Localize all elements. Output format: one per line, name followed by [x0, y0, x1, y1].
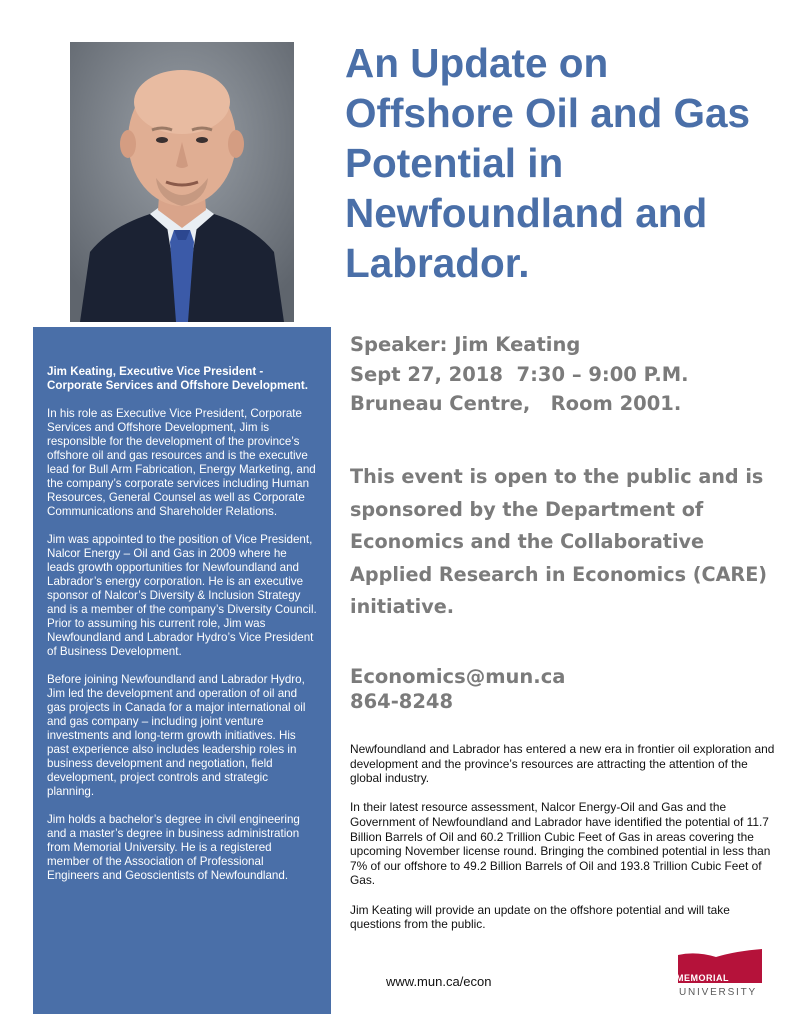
open-statement: This event is open to the public and is sponsored by the Department of Economics and the Collaborative Applied Research in Economics (CARE) initiative.	[350, 465, 768, 618]
event-title: An Update on Offshore Oil and Gas Potential in Newfoundland and Labrador.	[345, 40, 751, 286]
contact-phone: 864-8248	[350, 690, 454, 713]
description-paragraph: Jim Keating will provide an update on the offshore potential and will take questions from the public.	[350, 902, 730, 932]
bio-paragraph: In his role as Executive Vice President, Corporate Services and Offshore Development, Jim is responsible for the development of the province’s offshore oil and gas resources and is the executive lead for Bull Arm Fabrication, Energy Marketing, and the company’s corporate services including Human Resources, General Counsel as well as Corporate Communications and Shareholder Relations.	[47, 407, 316, 518]
contact-info	[350, 664, 780, 714]
speaker-photo	[70, 42, 294, 322]
description-paragraph: In their latest resource assessment, Nalcor Energy-Oil and Gas and the Government of Newfoundland and Labrador have identified the potential of 11.7 Billion Barrels of Oil and 60.2 Trillion Cubic Feet of Gas in areas covering the upcoming November license round. Bringing the combined potential in less than 7% of our offshore to 49.2 Billion Barrels of Oil and 193.8 Trillion Cubic Feet of Gas.	[350, 800, 771, 888]
datetime-line: Sept 27, 2018 7:30 – 9:00 P.M.	[350, 362, 689, 386]
bio-paragraph: Jim was appointed to the position of Vice President, Nalcor Energy – Oil and Gas in 2009 where he leads growth opportunities for Newfoundland and Labrador’s energy corporation. He is an executive sponsor of Nalcor’s Diversity & Inclusion Strategy and is a member of the company’s Diversity Council. Prior to assuming his current role, Jim was Newfoundland and Labrador Hydro’s Vice President of Business Development.	[47, 533, 317, 658]
logo-line1: MEMORIAL	[676, 973, 729, 983]
speaker-portrait-icon	[70, 42, 294, 322]
bio-paragraph: Jim holds a bachelor’s degree in civil engineering and a master’s degree in business administration from Memorial University. He is a registered member of the Association of Professional Engineers and Geoscientists of Newfoundland.	[47, 813, 300, 882]
event-description	[350, 742, 782, 946]
contact-email-link[interactable]: Economics@mun.ca	[350, 665, 566, 688]
speaker-bio-panel	[33, 327, 331, 1014]
speaker-line: Speaker: Jim Keating	[350, 333, 581, 356]
website-link[interactable]: www.mun.ca/econ	[386, 974, 492, 989]
location-line: Bruneau Centre, Room 2001.	[350, 392, 682, 415]
description-paragraph: Newfoundland and Labrador has entered a new era in frontier oil exploration and development and the province’s resources are attracting the attention of the global industry.	[350, 742, 775, 786]
event-details	[350, 330, 780, 419]
bio-heading: Jim Keating, Executive Vice President - Corporate Services and Offshore Development.	[47, 365, 308, 392]
logo-line2: UNIVERSITY	[679, 987, 758, 998]
bio-paragraph: Before joining Newfoundland and Labrador Hydro, Jim led the development and operation of oil and gas projects in Canada for a major international oil and gas company – including joint venture investments and long-term growth initiatives. His past experience also includes leadership roles in business development and negotiation, field development, project controls and strategic planning.	[47, 673, 306, 798]
